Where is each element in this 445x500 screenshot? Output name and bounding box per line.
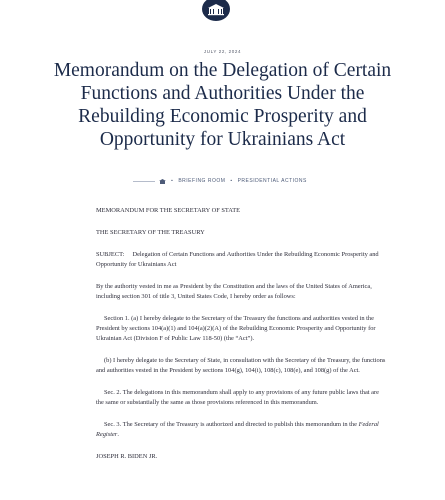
memo-addressee-state: MEMORANDUM FOR THE SECRETARY OF STATE bbox=[96, 207, 241, 214]
white-house-seal-icon[interactable] bbox=[201, 0, 231, 22]
subject-text: Delegation of Certain Functions and Authorities Under the Rebuilding Economic Prosperity and Opportunity for Ukrainians Act bbox=[96, 251, 379, 268]
memo-section-1a: Section 1. (a) I hereby delegate to the Secretary of the Treasury the functions and authorities vested in the President by sections 104(a)(1) and 104(a)(2)(A) of the Rebuilding Economic Prosperity and Opportunity for Ukrainian Act (Division F of Public Law 118-50) (the “Act”). bbox=[96, 315, 376, 342]
memo-section-1b: (b) I hereby delegate to the Secretary of State, in consultation with the Secretary of the Treasury, the functions and authorities vested in the President by sections 104(g), 104(i), 108(c), 108(e), and 108(g) of the Act. bbox=[96, 357, 386, 374]
memo-section-2: Sec. 2. The delegations in this memorandum shall apply to any provisions of any future public laws that are the same or substantially the same as those provisions referenced in this memorandum. bbox=[96, 389, 379, 406]
white-house-icon[interactable] bbox=[159, 179, 166, 184]
memo-addressee-treasury: THE SECRETARY OF THE TREASURY bbox=[96, 229, 205, 236]
signature: JOSEPH R. BIDEN JR. bbox=[96, 453, 158, 460]
page-title: Memorandum on the Delegation of Certain Functions and Authorities Under the Rebuilding Economic Prosperity and Opportunity for Ukrainians Act bbox=[53, 60, 392, 150]
breadcrumb-divider-line bbox=[133, 181, 155, 182]
memorandum-body bbox=[96, 206, 386, 462]
memo-section-3 bbox=[96, 420, 386, 440]
federal-register-text: Federal Register bbox=[96, 421, 379, 438]
breadcrumb-item-presidential-actions[interactable]: PRESIDENTIAL ACTIONS bbox=[237, 178, 307, 184]
breadcrumb-separator: • bbox=[171, 178, 174, 184]
memo-preamble: By the authority vested in me as President by the Constitution and the laws of the United States of America, including section 301 of title 3, United States Code, I hereby order as follows: bbox=[96, 283, 372, 300]
breadcrumb-item-briefing-room[interactable]: BRIEFING ROOM bbox=[178, 178, 226, 184]
subject-label: SUBJECT: bbox=[96, 251, 125, 258]
memo-subject bbox=[96, 250, 386, 270]
breadcrumb-separator: • bbox=[230, 178, 233, 184]
section-3-text: Sec. 3. The Secretary of the Treasury is authorized and directed to publish this memorandum in the bbox=[104, 421, 359, 428]
breadcrumb bbox=[0, 178, 445, 184]
publish-date: JULY 22, 2024 bbox=[203, 49, 242, 54]
section-3-end: . bbox=[117, 431, 119, 438]
